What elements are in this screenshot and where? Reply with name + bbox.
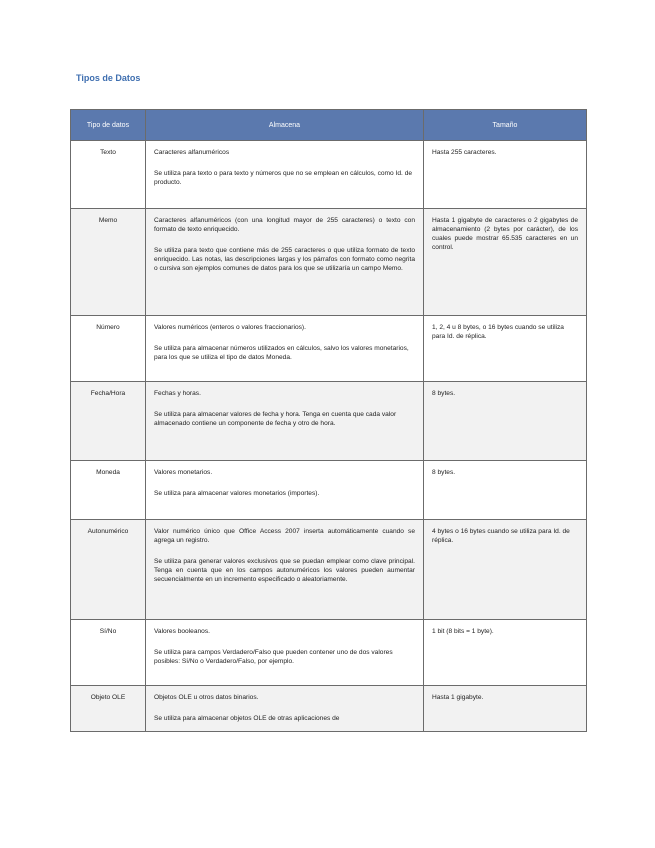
size-cell: Hasta 255 caracteres. xyxy=(424,141,587,209)
header-size: Tamaño xyxy=(424,110,587,141)
size-cell: Hasta 1 gigabyte de caracteres o 2 gigabytes de almacenamiento (2 bytes por carácter), de los cuales puede mostrar 65.535 caracteres en un control. xyxy=(424,209,587,316)
size-cell: 8 bytes. xyxy=(424,461,587,520)
table-row xyxy=(71,382,587,461)
data-types-table xyxy=(70,109,587,732)
store-detail: Se utiliza para almacenar valores de fecha y hora. Tenga en cuenta que cada valor almacenado contiene un componente de fecha y otro de hora. xyxy=(154,411,397,427)
store-summary: Valor numérico único que Office Access 2007 inserta automáticamente cuando se agrega un registro. xyxy=(154,528,415,544)
store-cell xyxy=(146,461,424,520)
type-cell: Autonumérico xyxy=(71,520,146,620)
size-cell: 4 bytes o 16 bytes cuando se utiliza para Id. de réplica. xyxy=(424,520,587,620)
store-summary: Objetos OLE u otros datos binarios. xyxy=(154,694,259,701)
store-cell xyxy=(146,141,424,209)
size-cell: Hasta 1 gigabyte. xyxy=(424,686,587,732)
type-cell: Moneda xyxy=(71,461,146,520)
table-row xyxy=(71,461,587,520)
table-row xyxy=(71,209,587,316)
type-cell: Fecha/Hora xyxy=(71,382,146,461)
store-cell xyxy=(146,382,424,461)
store-detail: Se utiliza para almacenar valores monetarios (importes). xyxy=(154,490,320,497)
size-cell: 8 bytes. xyxy=(424,382,587,461)
header-type: Tipo de datos xyxy=(71,110,146,141)
table-row xyxy=(71,316,587,382)
table-row xyxy=(71,686,587,732)
store-summary: Fechas y horas. xyxy=(154,390,201,397)
store-detail: Se utiliza para generar valores exclusivos que se puedan emplear como clave principal. Tenga en cuenta que en los campos autonuméricos los valores pueden aumentar secuencialmente en un incremento especificado o aleatoriamente. xyxy=(154,558,415,583)
type-cell: Objeto OLE xyxy=(71,686,146,732)
size-cell: 1, 2, 4 u 8 bytes, o 16 bytes cuando se utiliza para Id. de réplica. xyxy=(424,316,587,382)
store-cell xyxy=(146,686,424,732)
table-row xyxy=(71,141,587,209)
type-cell: Texto xyxy=(71,141,146,209)
store-cell xyxy=(146,316,424,382)
store-summary: Valores booleanos. xyxy=(154,628,210,635)
type-cell: Memo xyxy=(71,209,146,316)
header-store: Almacena xyxy=(146,110,424,141)
store-summary: Valores numéricos (enteros o valores fraccionarios). xyxy=(154,324,306,331)
store-detail: Se utiliza para texto o para texto y números que no se emplean en cálculos, como Id. de producto. xyxy=(154,170,413,186)
store-summary: Caracteres alfanuméricos (con una longitud mayor de 255 caracteres) o texto con formato de texto enriquecido. xyxy=(154,217,415,233)
table-row xyxy=(71,620,587,686)
store-detail: Se utiliza para almacenar números utilizados en cálculos, salvo los valores monetarios, para los que se utiliza el tipo de datos Moneda. xyxy=(154,345,409,361)
store-summary: Caracteres alfanuméricos xyxy=(154,149,230,156)
store-summary: Valores monetarios. xyxy=(154,469,213,476)
table-header-row xyxy=(71,110,587,141)
type-cell: Número xyxy=(71,316,146,382)
store-detail: Se utiliza para almacenar objetos OLE de otras aplicaciones de xyxy=(154,715,340,722)
store-detail: Se utiliza para campos Verdadero/Falso que pueden contener uno de dos valores posibles: Sí/No o Verdadero/Falso, por ejemplo. xyxy=(154,649,393,665)
store-cell xyxy=(146,520,424,620)
store-cell xyxy=(146,620,424,686)
store-cell xyxy=(146,209,424,316)
table-row xyxy=(71,520,587,620)
page-title: Tipos de Datos xyxy=(76,73,141,83)
store-detail: Se utiliza para texto que contiene más de 255 caracteres o que utiliza formato de texto enriquecido. Las notas, las descripciones largas y los párrafos con formato como negrita o cursiva son ejemplos comunes de datos para los que se utilizaría un campo Memo. xyxy=(154,247,415,272)
size-cell: 1 bit (8 bits = 1 byte). xyxy=(424,620,587,686)
type-cell: Sí/No xyxy=(71,620,146,686)
